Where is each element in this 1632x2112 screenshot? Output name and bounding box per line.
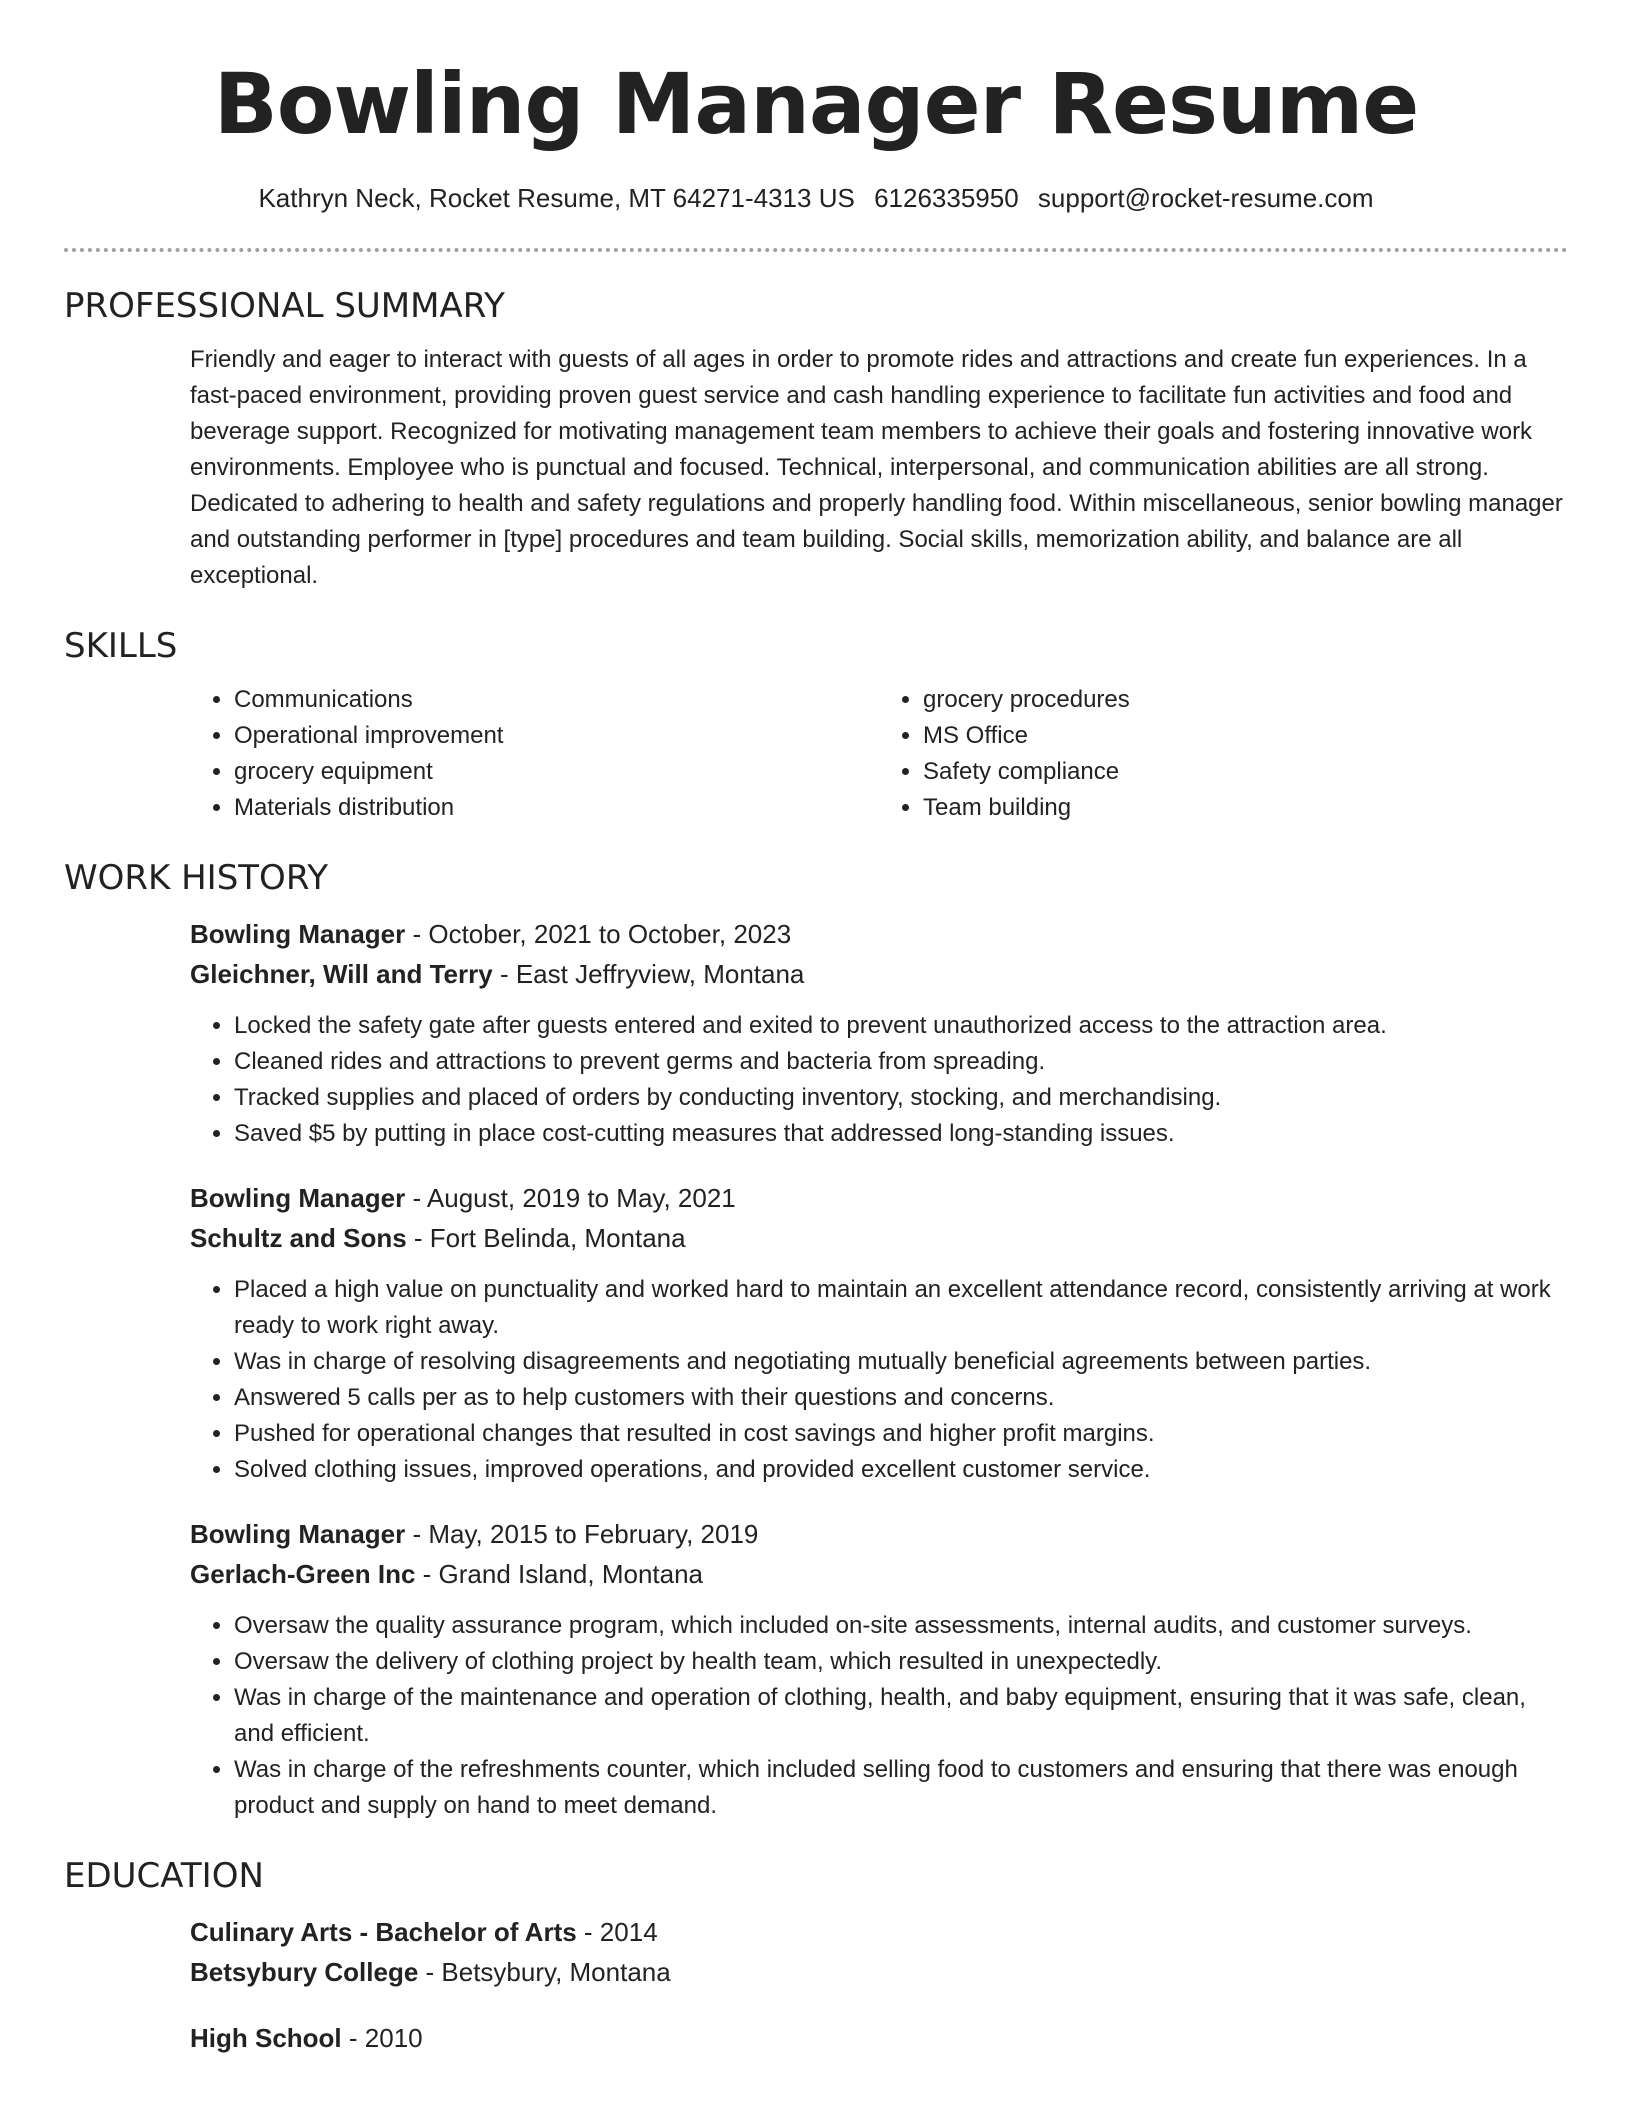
job-title-line xyxy=(190,1178,1568,1218)
job-bullet: • Oversaw the quality assurance program, which included on-site assessments, internal audits, and customer surveys. xyxy=(234,1608,1568,1644)
education-degree-line xyxy=(190,2018,1568,2058)
job-company-line xyxy=(190,1218,1568,1258)
education-entry xyxy=(64,2018,1568,2058)
education-year: - 2010 xyxy=(341,2023,423,2053)
contact-address: Kathryn Neck, Rocket Resume, MT 64271-4313 US xyxy=(258,183,855,213)
job-bullets xyxy=(190,1272,1568,1488)
job-bullet: • Was in charge of resolving disagreements and negotiating mutually beneficial agreements between parties. xyxy=(234,1344,1568,1380)
job-location: - Grand Island, Montana xyxy=(415,1559,704,1589)
education-heading: EDUCATION xyxy=(64,1856,264,1896)
skill-item: • Team building xyxy=(923,790,1568,826)
job-bullet: • Was in charge of the refreshments counter, which included selling food to customers and ensuring that there was enough product and supply on hand to meet demand. xyxy=(234,1752,1568,1824)
contact-phone: 6126335950 xyxy=(874,183,1019,213)
job-dates: - October, 2021 to October, 2023 xyxy=(405,919,792,949)
education-entry xyxy=(64,1912,1568,1992)
resume-title: Bowling Manager Resume xyxy=(213,55,1419,153)
job-dates: - May, 2015 to February, 2019 xyxy=(405,1519,759,1549)
education-school-line xyxy=(190,1952,1568,1992)
job-bullets xyxy=(190,1008,1568,1152)
skill-item: • Communications xyxy=(234,682,879,718)
skills-heading: SKILLS xyxy=(64,626,178,666)
job-company-line xyxy=(190,1554,1568,1594)
skill-item: • grocery equipment xyxy=(234,754,879,790)
job-entry xyxy=(64,1514,1568,1824)
job-location: - East Jeffryview, Montana xyxy=(492,959,805,989)
job-entry xyxy=(64,1178,1568,1488)
job-bullet: • Saved $5 by putting in place cost-cutting measures that addressed long-standing issues. xyxy=(234,1116,1568,1152)
job-title: Bowling Manager xyxy=(190,1519,406,1549)
job-company-line xyxy=(190,954,1568,994)
summary-text: Friendly and eager to interact with guests of all ages in order to promote rides and attractions and create fun experiences. In a fast-paced environment, providing proven guest service and cash handling experience to facilitate fun activities and food and beverage support. Recognized for motivating management team members to achieve their goals and fostering innovative work environments. Employee who is punctual and focused. Technical, interpersonal, and communication abilities are all strong. Dedicated to adhering to health and safety regulations and properly handling food. Within miscellaneous, senior bowling manager and outstanding performer in [type] procedures and team building. Social skills, memorization ability, and balance are all exceptional. xyxy=(190,346,1563,589)
contact-line xyxy=(64,180,1568,216)
job-bullet: • Was in charge of the maintenance and operation of clothing, health, and baby equipment, ensuring that it was safe, clean, and efficient. xyxy=(234,1680,1568,1752)
job-location: - Fort Belinda, Montana xyxy=(406,1223,686,1253)
skill-item: • grocery procedures xyxy=(923,682,1568,718)
contact-email: support@rocket-resume.com xyxy=(1037,183,1374,213)
job-bullet: • Oversaw the delivery of clothing project by health team, which resulted in unexpectedly. xyxy=(234,1644,1568,1680)
skill-item: • MS Office xyxy=(923,718,1568,754)
education-school: Betsybury College xyxy=(190,1957,419,1987)
skill-item: • Materials distribution xyxy=(234,790,879,826)
work-heading: WORK HISTORY xyxy=(64,858,329,898)
job-company: Gerlach-Green Inc xyxy=(190,1559,416,1589)
skills-column-left xyxy=(190,682,879,826)
job-bullets xyxy=(190,1608,1568,1824)
header-divider xyxy=(64,248,1568,252)
job-company: Schultz and Sons xyxy=(190,1223,407,1253)
education-degree: High School xyxy=(190,2023,342,2053)
job-bullet: • Placed a high value on punctuality and worked hard to maintain an excellent attendance record, consistently arriving at work ready to work right away. xyxy=(234,1272,1568,1344)
skills-list xyxy=(64,682,1568,826)
skills-column-right xyxy=(879,682,1568,826)
job-dates: - August, 2019 to May, 2021 xyxy=(405,1183,736,1213)
job-title-line xyxy=(190,914,1568,954)
job-bullet: • Cleaned rides and attractions to prevent germs and bacteria from spreading. xyxy=(234,1044,1568,1080)
job-bullet: • Tracked supplies and placed of orders by conducting inventory, stocking, and merchandising. xyxy=(234,1080,1568,1116)
summary-section xyxy=(64,342,1568,594)
job-title: Bowling Manager xyxy=(190,919,406,949)
skill-item: • Operational improvement xyxy=(234,718,879,754)
job-company: Gleichner, Will and Terry xyxy=(190,959,493,989)
job-bullet: • Locked the safety gate after guests entered and exited to prevent unauthorized access to the attraction area. xyxy=(234,1008,1568,1044)
education-year: - 2014 xyxy=(576,1917,658,1947)
job-bullet: • Answered 5 calls per as to help customers with their questions and concerns. xyxy=(234,1380,1568,1416)
education-degree: Culinary Arts - Bachelor of Arts xyxy=(190,1917,577,1947)
job-title: Bowling Manager xyxy=(190,1183,406,1213)
education-location: - Betsybury, Montana xyxy=(418,1957,671,1987)
summary-heading: PROFESSIONAL SUMMARY xyxy=(64,286,505,326)
job-bullet: • Solved clothing issues, improved operations, and provided excellent customer service. xyxy=(234,1452,1568,1488)
job-bullet: • Pushed for operational changes that resulted in cost savings and higher profit margins. xyxy=(234,1416,1568,1452)
skill-item: • Safety compliance xyxy=(923,754,1568,790)
job-title-line xyxy=(190,1514,1568,1554)
education-degree-line xyxy=(190,1912,1568,1952)
job-entry xyxy=(64,914,1568,1152)
